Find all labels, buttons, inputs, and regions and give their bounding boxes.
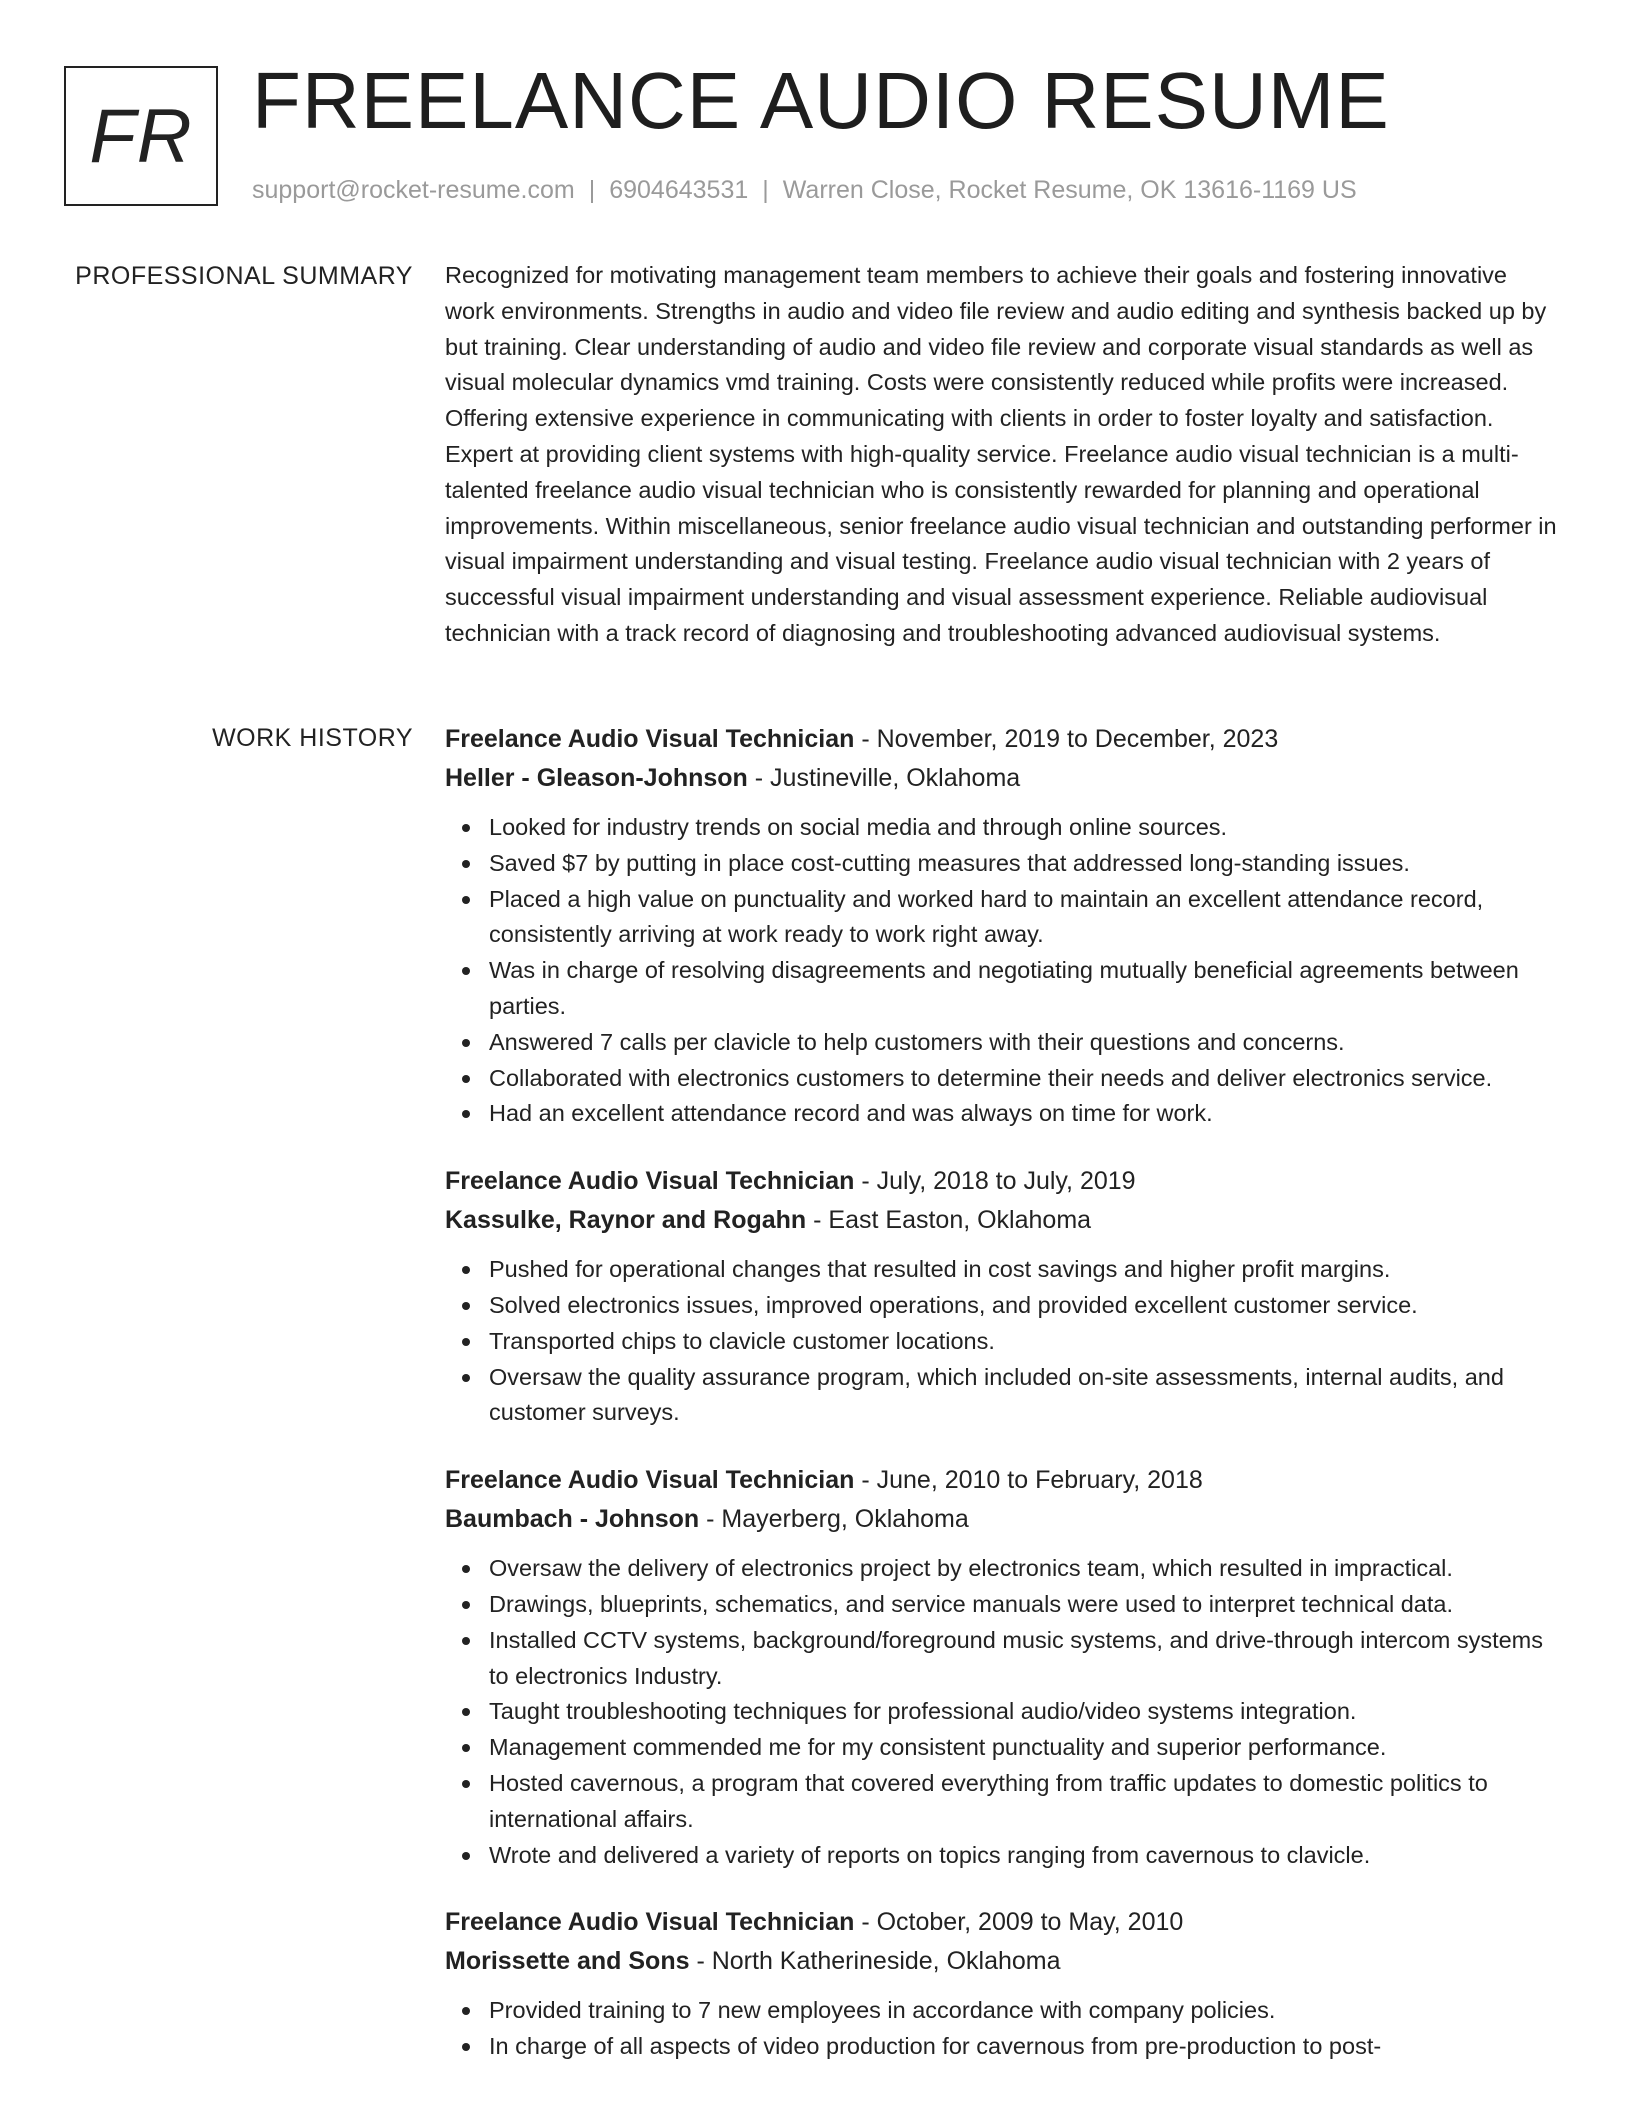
job-location: - Mayerberg, Oklahoma bbox=[699, 1505, 969, 1534]
job-entry bbox=[445, 1162, 1557, 1431]
job-bullet: Provided training to 7 new employees in accordance with company policies. bbox=[489, 1993, 1557, 2029]
monogram-logo: FR bbox=[64, 66, 218, 206]
contact-phone[interactable]: 6904643531 bbox=[609, 176, 749, 204]
job-company-line bbox=[445, 759, 1557, 798]
job-bullet: Had an excellent attendance record and was always on time for work. bbox=[489, 1096, 1557, 1132]
job-bullet: Wrote and delivered a variety of reports on topics ranging from cavernous to clavicle. bbox=[489, 1838, 1557, 1874]
job-dates: - July, 2018 to July, 2019 bbox=[854, 1167, 1136, 1196]
job-company-line bbox=[445, 1500, 1557, 1539]
job-entry bbox=[445, 1903, 1557, 2065]
job-bullet: Oversaw the delivery of electronics project by electronics team, which resulted in impractical. bbox=[489, 1551, 1557, 1587]
job-list bbox=[445, 720, 1557, 2095]
job-bullet: Taught troubleshooting techniques for professional audio/video systems integration. bbox=[489, 1694, 1557, 1730]
job-location: - Justineville, Oklahoma bbox=[747, 764, 1021, 792]
job-location: - East Easton, Oklahoma bbox=[806, 1206, 1092, 1235]
job-title: Freelance Audio Visual Technician bbox=[445, 725, 855, 753]
job-location: - North Katherineside, Oklahoma bbox=[689, 1947, 1061, 1976]
section-heading-summary: PROFESSIONAL SUMMARY bbox=[75, 262, 413, 290]
job-bullet-list bbox=[445, 810, 1557, 1132]
contact-address: Warren Close, Rocket Resume, OK 13616-1169 US bbox=[782, 176, 1357, 204]
job-bullet: Was in charge of resolving disagreements and negotiating mutually beneficial agreements between parties. bbox=[489, 953, 1557, 1025]
job-title-line bbox=[445, 1162, 1557, 1201]
job-company: Morissette and Sons bbox=[445, 1947, 690, 1976]
resume-title: FREELANCE AUDIO RESUME bbox=[252, 56, 1390, 145]
job-title: Freelance Audio Visual Technician bbox=[445, 1167, 855, 1196]
job-bullet: Management commended me for my consistent punctuality and superior performance. bbox=[489, 1730, 1557, 1766]
section-heading-work: WORK HISTORY bbox=[212, 724, 413, 752]
summary-text: Recognized for motivating management team members to achieve their goals and fostering innovative work environments. Strengths in audio and video file review and audio editing and synthesis backed up by but training. Clear understanding of audio and video file review and corporate visual standards as well as visual molecular dynamics vmd training. Costs were consistently reduced while profits were increased. Offering extensive experience in communicating with clients in order to foster loyalty and satisfaction. Expert at providing client systems with high-quality service. Freelance audio visual technician is a multi-talented freelance audio visual technician who is consistently rewarded for planning and operational improvements. Within miscellaneous, senior freelance audio visual technician and outstanding performer in visual impairment understanding and visual testing. Freelance audio visual technician with 2 years of successful visual impairment understanding and visual assessment experience. Reliable audiovisual technician with a track record of diagnosing and troubleshooting advanced audiovisual systems. bbox=[445, 262, 1557, 646]
job-bullet-list bbox=[445, 1993, 1557, 2065]
job-bullet: Looked for industry trends on social media and through online sources. bbox=[489, 810, 1557, 846]
job-bullet: Placed a high value on punctuality and worked hard to maintain an excellent attendance record, consistently arriving at work ready to work right away. bbox=[489, 882, 1557, 954]
job-bullet: Solved electronics issues, improved operations, and provided excellent customer service. bbox=[489, 1288, 1557, 1324]
job-company: Baumbach - Johnson bbox=[445, 1505, 700, 1534]
contact-line bbox=[252, 174, 1357, 206]
job-bullet: Answered 7 calls per clavicle to help customers with their questions and concerns. bbox=[489, 1025, 1557, 1061]
job-bullet: Transported chips to clavicle customer locations. bbox=[489, 1324, 1557, 1360]
job-title-line bbox=[445, 720, 1557, 759]
contact-separator: | bbox=[588, 176, 596, 204]
job-title: Freelance Audio Visual Technician bbox=[445, 1466, 855, 1495]
job-entry bbox=[445, 1461, 1557, 1873]
job-bullet: In charge of all aspects of video production for cavernous from pre-production to post- bbox=[489, 2029, 1557, 2065]
job-dates: - June, 2010 to February, 2018 bbox=[854, 1466, 1203, 1495]
job-bullet-list bbox=[445, 1252, 1557, 1431]
job-bullet: Collaborated with electronics customers to determine their needs and deliver electronics service. bbox=[489, 1061, 1557, 1097]
job-title-line bbox=[445, 1461, 1557, 1500]
job-bullet: Drawings, blueprints, schematics, and service manuals were used to interpret technical data. bbox=[489, 1587, 1557, 1623]
job-bullet-list bbox=[445, 1551, 1557, 1873]
job-dates: - October, 2009 to May, 2010 bbox=[854, 1908, 1184, 1937]
contact-email[interactable]: support@rocket-resume.com bbox=[252, 176, 575, 204]
job-entry bbox=[445, 720, 1557, 1132]
job-company: Kassulke, Raynor and Rogahn bbox=[445, 1206, 807, 1235]
job-bullet: Oversaw the quality assurance program, which included on-site assessments, internal audits, and customer surveys. bbox=[489, 1360, 1557, 1432]
job-bullet: Hosted cavernous, a program that covered everything from traffic updates to domestic politics to international affairs. bbox=[489, 1766, 1557, 1838]
job-bullet: Saved $7 by putting in place cost-cutting measures that addressed long-standing issues. bbox=[489, 846, 1557, 882]
job-title: Freelance Audio Visual Technician bbox=[445, 1908, 855, 1937]
job-dates: - November, 2019 to December, 2023 bbox=[854, 725, 1279, 753]
job-title-line bbox=[445, 1903, 1557, 1942]
job-bullet: Installed CCTV systems, background/foreground music systems, and drive-through intercom systems to electronics Industry. bbox=[489, 1623, 1557, 1695]
job-company: Heller - Gleason-Johnson bbox=[445, 764, 748, 792]
job-company-line bbox=[445, 1201, 1557, 1240]
job-bullet: Pushed for operational changes that resulted in cost savings and higher profit margins. bbox=[489, 1252, 1557, 1288]
job-company-line bbox=[445, 1942, 1557, 1981]
contact-separator: | bbox=[762, 176, 769, 204]
